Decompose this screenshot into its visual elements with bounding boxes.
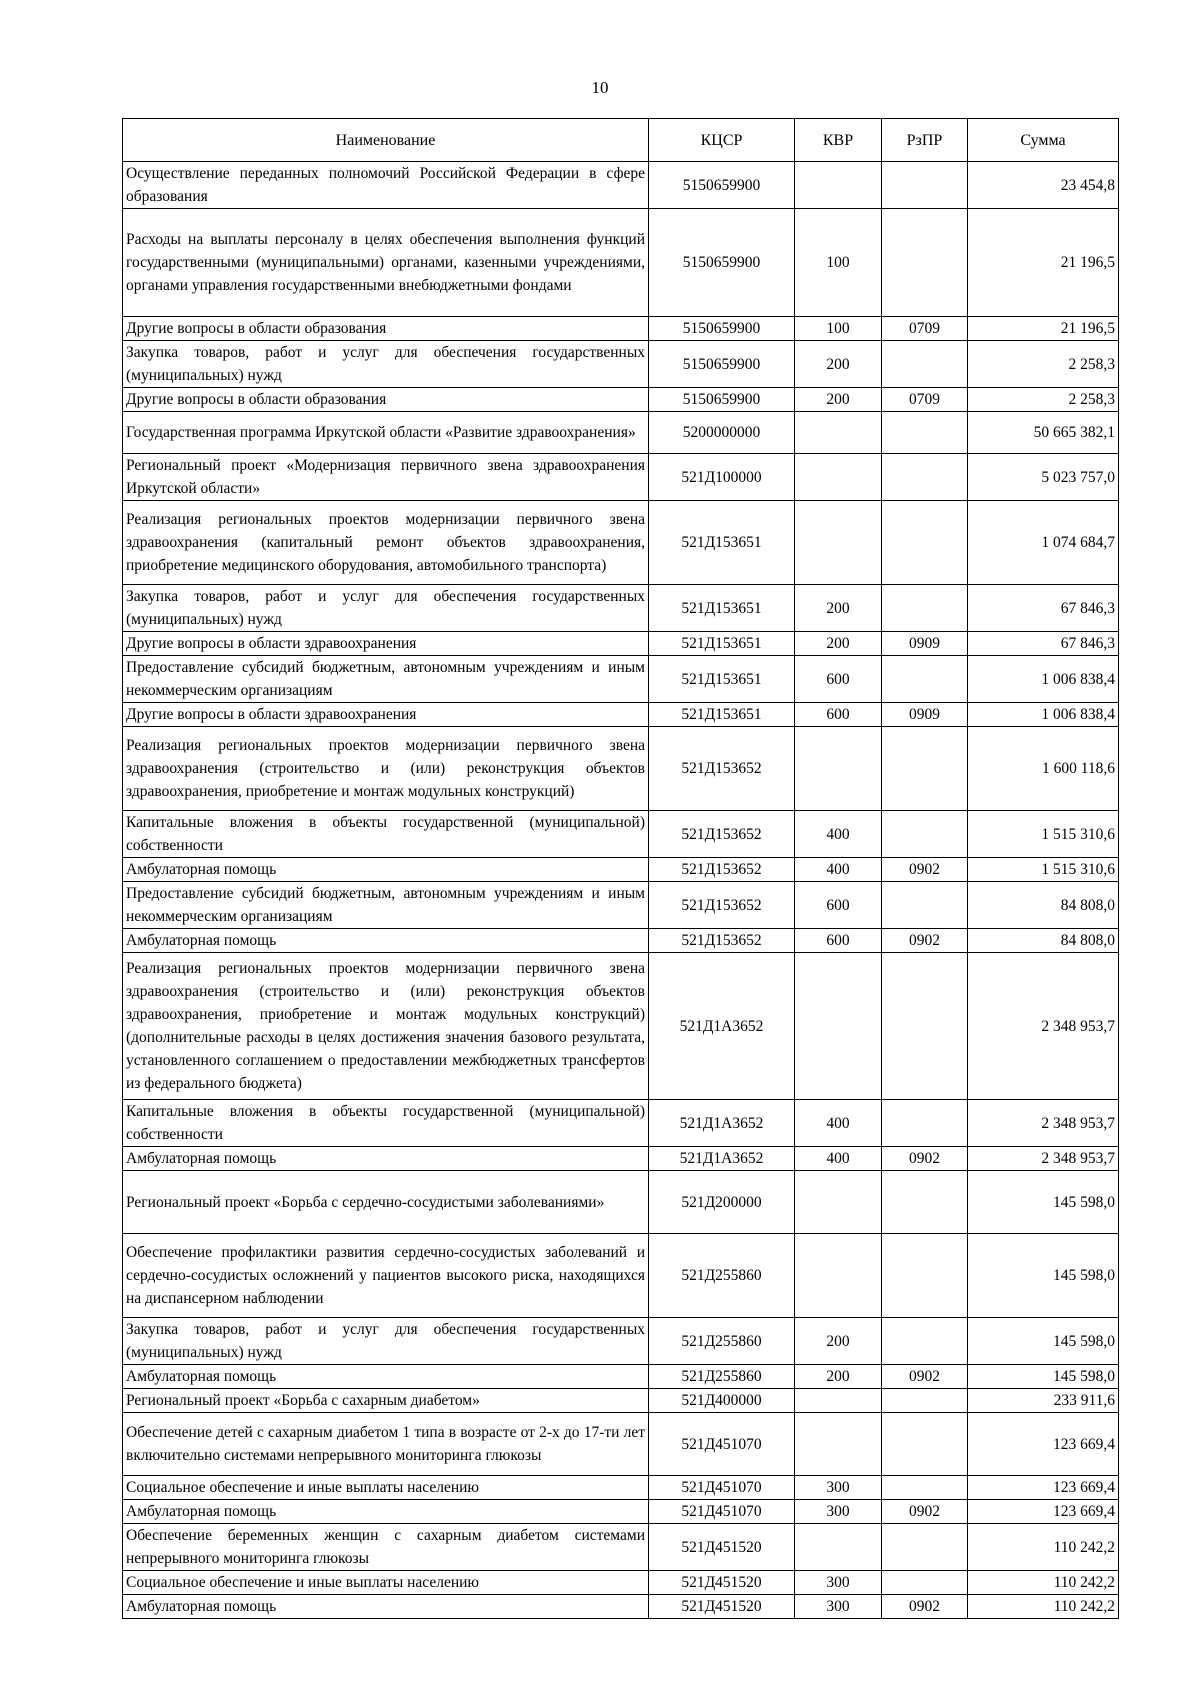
table-row [123,501,1119,585]
table-row [123,1100,1119,1147]
table-row [123,858,1119,882]
cell-sum: 2 258,3 [968,341,1119,388]
cell-kcsr: 521Д451520 [649,1524,795,1571]
cell-name: Другие вопросы в области образования [123,388,649,412]
cell-kcsr: 521Д153652 [649,858,795,882]
cell-sum: 50 665 382,1 [968,412,1119,454]
page-number: 10 [591,78,609,97]
cell-kvr: 600 [795,703,882,727]
cell-kvr: 600 [795,656,882,703]
cell-kvr: 200 [795,1318,882,1365]
cell-kcsr: 521Д400000 [649,1389,795,1413]
cell-kvr: 300 [795,1500,882,1524]
cell-name: Реализация региональных проектов модернизации первичного звена здравоохранения (строительство и (или) реконструкция объектов здравоохранения, приобретение и монтаж модульных конструкций) (дополнительные расходы в целях достижения значения базового результата, установленного соглашением о предоставлении межбюджетных трансфертов из федерального бюджета) [123,953,649,1100]
cell-kcsr: 521Д255860 [649,1234,795,1318]
cell-kvr [795,1389,882,1413]
cell-kcsr: 521Д451070 [649,1500,795,1524]
cell-sum: 110 242,2 [968,1595,1119,1619]
cell-kcsr: 521Д1А3652 [649,953,795,1100]
cell-rzpr: 0902 [882,858,968,882]
cell-name: Закупка товаров, работ и услуг для обеспечения государственных (муниципальных) нужд [123,585,649,632]
cell-rzpr: 0909 [882,703,968,727]
cell-sum: 67 846,3 [968,632,1119,656]
cell-name: Амбулаторная помощь [123,1595,649,1619]
budget-table [122,118,1119,1619]
cell-rzpr [882,1571,968,1595]
cell-kvr: 100 [795,209,882,317]
cell-kvr: 400 [795,1147,882,1171]
cell-rzpr [882,1524,968,1571]
cell-kcsr: 521Д451070 [649,1476,795,1500]
cell-kvr [795,1171,882,1234]
cell-rzpr [882,953,968,1100]
cell-sum: 233 911,6 [968,1389,1119,1413]
cell-rzpr [882,454,968,501]
table-row [123,1365,1119,1389]
table-row [123,388,1119,412]
cell-kcsr: 521Д451070 [649,1413,795,1476]
cell-rzpr [882,1413,968,1476]
table-row [123,209,1119,317]
cell-rzpr: 0909 [882,632,968,656]
cell-name: Предоставление субсидий бюджетным, автономным учреждениям и иным некоммерческим организациям [123,656,649,703]
table-row [123,929,1119,953]
cell-kcsr: 521Д153652 [649,727,795,811]
table-row [123,1389,1119,1413]
cell-name: Реализация региональных проектов модернизации первичного звена здравоохранения (капитальный ремонт объектов здравоохранения, приобретение медицинского оборудования, автомобильного транспорта) [123,501,649,585]
cell-rzpr: 0709 [882,317,968,341]
header-name: Наименование [123,119,649,162]
cell-sum: 145 598,0 [968,1318,1119,1365]
cell-name: Капитальные вложения в объекты государственной (муниципальной) собственности [123,811,649,858]
cell-sum: 2 348 953,7 [968,953,1119,1100]
cell-rzpr [882,209,968,317]
cell-sum: 1 006 838,4 [968,703,1119,727]
table-row [123,811,1119,858]
cell-sum: 1 515 310,6 [968,811,1119,858]
table-row [123,1476,1119,1500]
cell-rzpr: 0709 [882,388,968,412]
cell-kcsr: 5200000000 [649,412,795,454]
cell-rzpr [882,1389,968,1413]
cell-kvr: 400 [795,858,882,882]
cell-sum: 145 598,0 [968,1234,1119,1318]
header-kcsr: КЦСР [649,119,795,162]
cell-kcsr: 521Д153652 [649,811,795,858]
cell-name: Расходы на выплаты персоналу в целях обеспечения выполнения функций государственными (муниципальными) органами, казенными учреждениями, органами управления государственными внебюджетными фондами [123,209,649,317]
cell-sum: 2 348 953,7 [968,1100,1119,1147]
cell-rzpr [882,656,968,703]
table-row [123,412,1119,454]
cell-sum: 145 598,0 [968,1171,1119,1234]
table-row [123,1171,1119,1234]
table-row [123,1147,1119,1171]
cell-kvr [795,727,882,811]
cell-sum: 21 196,5 [968,209,1119,317]
table-body [123,162,1119,1619]
cell-rzpr [882,1234,968,1318]
table-row [123,1234,1119,1318]
cell-kvr: 200 [795,341,882,388]
cell-name: Обеспечение беременных женщин с сахарным диабетом системами непрерывного мониторинга глюкозы [123,1524,649,1571]
cell-kcsr: 5150659900 [649,317,795,341]
cell-kcsr: 521Д153652 [649,929,795,953]
table-row [123,454,1119,501]
table-row [123,656,1119,703]
cell-kcsr: 521Д153651 [649,585,795,632]
cell-name: Государственная программа Иркутской области «Развитие здравоохранения» [123,412,649,454]
header-kvr: КВР [795,119,882,162]
cell-kcsr: 521Д1А3652 [649,1147,795,1171]
cell-sum: 5 023 757,0 [968,454,1119,501]
cell-sum: 1 600 118,6 [968,727,1119,811]
cell-kcsr: 5150659900 [649,388,795,412]
cell-name: Региональный проект «Модернизация первичного звена здравоохранения Иркутской области» [123,454,649,501]
cell-rzpr [882,412,968,454]
cell-name: Другие вопросы в области здравоохранения [123,632,649,656]
cell-rzpr [882,882,968,929]
cell-name: Другие вопросы в области образования [123,317,649,341]
table-header-row [123,119,1119,162]
cell-rzpr: 0902 [882,1500,968,1524]
table-row [123,1595,1119,1619]
cell-kvr: 100 [795,317,882,341]
cell-sum: 110 242,2 [968,1571,1119,1595]
cell-kcsr: 5150659900 [649,162,795,209]
cell-kvr: 200 [795,632,882,656]
table-row [123,1524,1119,1571]
cell-rzpr [882,1318,968,1365]
cell-name: Обеспечение детей с сахарным диабетом 1 типа в возрасте от 2-х до 17-ти лет включительно системами непрерывного мониторинга глюкозы [123,1413,649,1476]
cell-kvr [795,412,882,454]
cell-name: Социальное обеспечение и иные выплаты населению [123,1476,649,1500]
cell-name: Реализация региональных проектов модернизации первичного звена здравоохранения (строительство и (или) реконструкция объектов здравоохранения, приобретение и монтаж модульных конструкций) [123,727,649,811]
cell-kvr: 300 [795,1595,882,1619]
table-row [123,585,1119,632]
cell-name: Амбулаторная помощь [123,1365,649,1389]
cell-kcsr: 521Д451520 [649,1571,795,1595]
cell-rzpr [882,162,968,209]
cell-kvr: 300 [795,1571,882,1595]
table-row [123,341,1119,388]
cell-rzpr [882,1171,968,1234]
cell-sum: 2 258,3 [968,388,1119,412]
cell-name: Предоставление субсидий бюджетным, автономным учреждениям и иным некоммерческим организациям [123,882,649,929]
cell-kcsr: 521Д100000 [649,454,795,501]
cell-name: Другие вопросы в области здравоохранения [123,703,649,727]
cell-kvr [795,953,882,1100]
cell-name: Закупка товаров, работ и услуг для обеспечения государственных (муниципальных) нужд [123,341,649,388]
cell-kvr: 300 [795,1476,882,1500]
table-row [123,1571,1119,1595]
cell-sum: 23 454,8 [968,162,1119,209]
cell-rzpr [882,727,968,811]
table-row [123,1500,1119,1524]
cell-kcsr: 521Д1А3652 [649,1100,795,1147]
cell-kvr: 400 [795,811,882,858]
table-row [123,162,1119,209]
cell-name: Региональный проект «Борьба с сахарным диабетом» [123,1389,649,1413]
cell-rzpr [882,1476,968,1500]
cell-kcsr: 521Д451520 [649,1595,795,1619]
table-row [123,882,1119,929]
cell-kcsr: 521Д153651 [649,703,795,727]
cell-rzpr [882,341,968,388]
cell-kcsr: 521Д255860 [649,1365,795,1389]
table-row [123,703,1119,727]
cell-sum: 1 006 838,4 [968,656,1119,703]
cell-name: Региональный проект «Борьба с сердечно-сосудистыми заболеваниями» [123,1171,649,1234]
cell-kcsr: 521Д153651 [649,501,795,585]
cell-rzpr: 0902 [882,1147,968,1171]
cell-kvr: 600 [795,882,882,929]
cell-sum: 110 242,2 [968,1524,1119,1571]
cell-sum: 84 808,0 [968,882,1119,929]
cell-kvr [795,1413,882,1476]
cell-rzpr [882,811,968,858]
cell-name: Амбулаторная помощь [123,929,649,953]
cell-sum: 123 669,4 [968,1500,1119,1524]
cell-name: Осуществление переданных полномочий Российской Федерации в сфере образования [123,162,649,209]
table-row [123,1413,1119,1476]
cell-sum: 21 196,5 [968,317,1119,341]
cell-kcsr: 521Д153651 [649,656,795,703]
cell-name: Капитальные вложения в объекты государственной (муниципальной) собственности [123,1100,649,1147]
cell-sum: 123 669,4 [968,1413,1119,1476]
table-row [123,727,1119,811]
cell-kcsr: 521Д153652 [649,882,795,929]
cell-kvr: 200 [795,585,882,632]
table-row [123,632,1119,656]
cell-kvr: 200 [795,1365,882,1389]
header-sum: Сумма [968,119,1119,162]
cell-rzpr: 0902 [882,1595,968,1619]
cell-rzpr: 0902 [882,1365,968,1389]
cell-kcsr: 521Д153651 [649,632,795,656]
cell-name: Амбулаторная помощь [123,1500,649,1524]
cell-kvr: 600 [795,929,882,953]
cell-kvr [795,1234,882,1318]
cell-name: Амбулаторная помощь [123,858,649,882]
cell-name: Социальное обеспечение и иные выплаты населению [123,1571,649,1595]
table-row [123,953,1119,1100]
cell-rzpr [882,501,968,585]
cell-kvr [795,454,882,501]
cell-sum: 123 669,4 [968,1476,1119,1500]
cell-kvr: 200 [795,388,882,412]
cell-kcsr: 5150659900 [649,341,795,388]
cell-rzpr: 0902 [882,929,968,953]
cell-name: Амбулаторная помощь [123,1147,649,1171]
cell-sum: 145 598,0 [968,1365,1119,1389]
cell-sum: 1 074 684,7 [968,501,1119,585]
cell-sum: 2 348 953,7 [968,1147,1119,1171]
cell-kvr [795,162,882,209]
cell-kcsr: 5150659900 [649,209,795,317]
cell-kcsr: 521Д255860 [649,1318,795,1365]
cell-name: Обеспечение профилактики развития сердечно-сосудистых заболеваний и сердечно-сосудистых осложнений у пациентов высокого риска, находящихся на диспансерном наблюдении [123,1234,649,1318]
cell-rzpr [882,1100,968,1147]
cell-sum: 1 515 310,6 [968,858,1119,882]
table-row [123,1318,1119,1365]
cell-kvr: 400 [795,1100,882,1147]
cell-kvr [795,501,882,585]
cell-kcsr: 521Д200000 [649,1171,795,1234]
cell-kvr [795,1524,882,1571]
header-rzpr: РзПР [882,119,968,162]
cell-sum: 84 808,0 [968,929,1119,953]
table-row [123,317,1119,341]
cell-rzpr [882,585,968,632]
cell-sum: 67 846,3 [968,585,1119,632]
cell-name: Закупка товаров, работ и услуг для обеспечения государственных (муниципальных) нужд [123,1318,649,1365]
